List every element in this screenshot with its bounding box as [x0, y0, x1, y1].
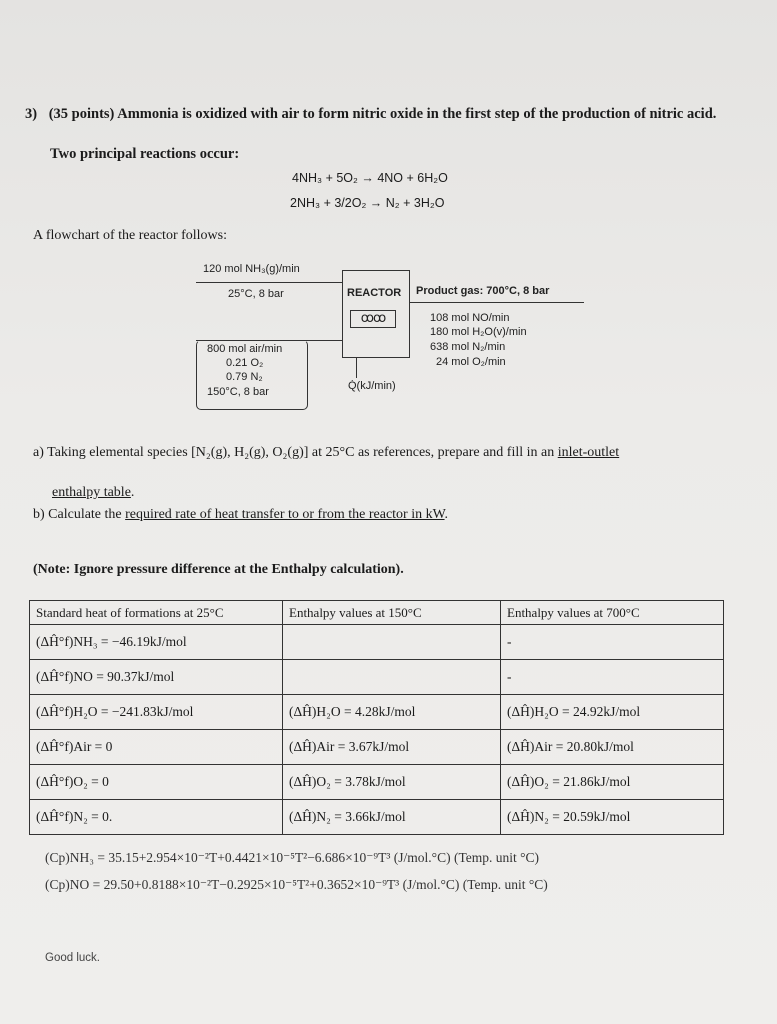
part-a-text: a) Taking elemental species [N₂(g), H₂(g), O₂(g)] at 25°C as references, prepare and fill in an	[33, 445, 558, 460]
air-n2-fraction: 0.79 N₂	[226, 371, 263, 383]
heating-coil-icon: ꝏꝏ	[350, 310, 396, 328]
table-header: Enthalpy values at 700°C	[501, 601, 724, 625]
table-header-row	[30, 601, 724, 625]
table-cell: (ΔĤ°f)O₂ = 0	[30, 765, 283, 800]
note: (Note: Ignore pressure difference at the Enthalpy calculation).	[33, 562, 404, 577]
table-cell: (ΔĤ)O₂ = 21.86kJ/mol	[501, 765, 724, 800]
product-arrow	[410, 302, 584, 303]
question-header	[25, 106, 716, 123]
table-row	[30, 695, 724, 730]
enthalpy-table	[29, 600, 724, 835]
air-flow: 800 mol air/min	[207, 343, 283, 355]
cp-nh3-equation: (Cp)NH₃ = 35.15+2.954×10⁻²T+0.4421×10⁻⁵T²−6.686×10⁻⁹T³ (J/mol.°C) (Temp. unit °C)	[45, 850, 540, 865]
table-row	[30, 625, 724, 660]
reactor-label: REACTOR	[347, 287, 402, 299]
table-cell: -	[501, 625, 724, 660]
flowchart-intro: A flowchart of the reactor follows:	[33, 228, 227, 243]
question-text-line1: Ammonia is oxidized with air to form nitric oxide in the first step of the production of nitric acid.	[117, 106, 717, 122]
heat-label: Q̇(kJ/min)	[348, 380, 396, 392]
reaction-1: 4NH₃ + 5O₂ → 4NO + 6H₂O	[292, 171, 448, 185]
feed-nh3-label: 120 mol NH₃(g)/min	[203, 263, 300, 275]
table-cell: (ΔĤ°f)N₂ = 0.	[30, 800, 283, 835]
table-cell: (ΔĤ)N₂ = 3.66kJ/mol	[283, 800, 501, 835]
table-cell	[283, 625, 501, 660]
part-b-end: .	[444, 507, 449, 522]
product-no: 108 mol NO/min	[430, 312, 510, 324]
product-o2: 24 mol O₂/min	[436, 356, 506, 368]
product-h2o: 180 mol H₂O(v)/min	[430, 326, 527, 338]
table-cell	[283, 660, 501, 695]
table-row	[30, 800, 724, 835]
table-header: Standard heat of formations at 25°C	[30, 601, 283, 625]
part-b-text: b) Calculate the	[33, 507, 126, 522]
part-a-end: .	[130, 485, 135, 500]
part-a-underlined-2: enthalpy table	[52, 485, 131, 500]
feed-nh3-conditions: 25°C, 8 bar	[228, 288, 284, 300]
table-row	[30, 730, 724, 765]
part-a	[33, 445, 619, 461]
table-cell: (ΔĤ°f)Air = 0	[30, 730, 283, 765]
footer-text: Good luck.	[45, 952, 100, 964]
table-cell: (ΔĤ)Air = 20.80kJ/mol	[501, 730, 724, 765]
air-o2-fraction: 0.21 O₂	[226, 357, 264, 369]
reaction-2: 2NH₃ + 3/2O₂ → N₂ + 3H₂O	[290, 196, 445, 210]
air-conditions: 150°C, 8 bar	[207, 386, 269, 398]
table-cell: (ΔĤ)H₂O = 24.92kJ/mol	[501, 695, 724, 730]
table-cell: -	[501, 660, 724, 695]
question-text-line2: Two principal reactions occur:	[50, 146, 240, 162]
question-number: 3)	[25, 106, 38, 122]
part-b-underlined: required rate of heat transfer to or from the reactor in kW	[125, 507, 445, 522]
table-cell: (ΔĤ)O₂ = 3.78kJ/mol	[283, 765, 501, 800]
table-cell: (ΔĤ°f)NH₃ = −46.19kJ/mol	[30, 625, 283, 660]
product-n2: 638 mol N₂/min	[430, 341, 506, 353]
table-cell: (ΔĤ)N₂ = 20.59kJ/mol	[501, 800, 724, 835]
feed-nh3-arrow	[196, 282, 342, 283]
part-a-line2	[52, 485, 134, 501]
question-points: (35 points)	[48, 106, 115, 122]
heat-arrow	[356, 358, 357, 378]
product-gas-header: Product gas: 700°C, 8 bar	[416, 285, 550, 297]
table-cell: (ΔĤ°f)H₂O = −241.83kJ/mol	[30, 695, 283, 730]
part-b	[33, 507, 448, 523]
table-cell: (ΔĤ)Air = 3.67kJ/mol	[283, 730, 501, 765]
table-row	[30, 765, 724, 800]
table-header: Enthalpy values at 150°C	[283, 601, 501, 625]
part-a-underlined: inlet-outlet	[557, 445, 620, 460]
cp-no-equation: (Cp)NO = 29.50+0.8188×10⁻²T−0.2925×10⁻⁵T²+0.3652×10⁻⁹T³ (J/mol.°C) (Temp. unit °C)	[45, 877, 548, 892]
table-row	[30, 660, 724, 695]
table-cell: (ΔĤ)H₂O = 4.28kJ/mol	[283, 695, 501, 730]
table-cell: (ΔĤ°f)NO = 90.37kJ/mol	[30, 660, 283, 695]
